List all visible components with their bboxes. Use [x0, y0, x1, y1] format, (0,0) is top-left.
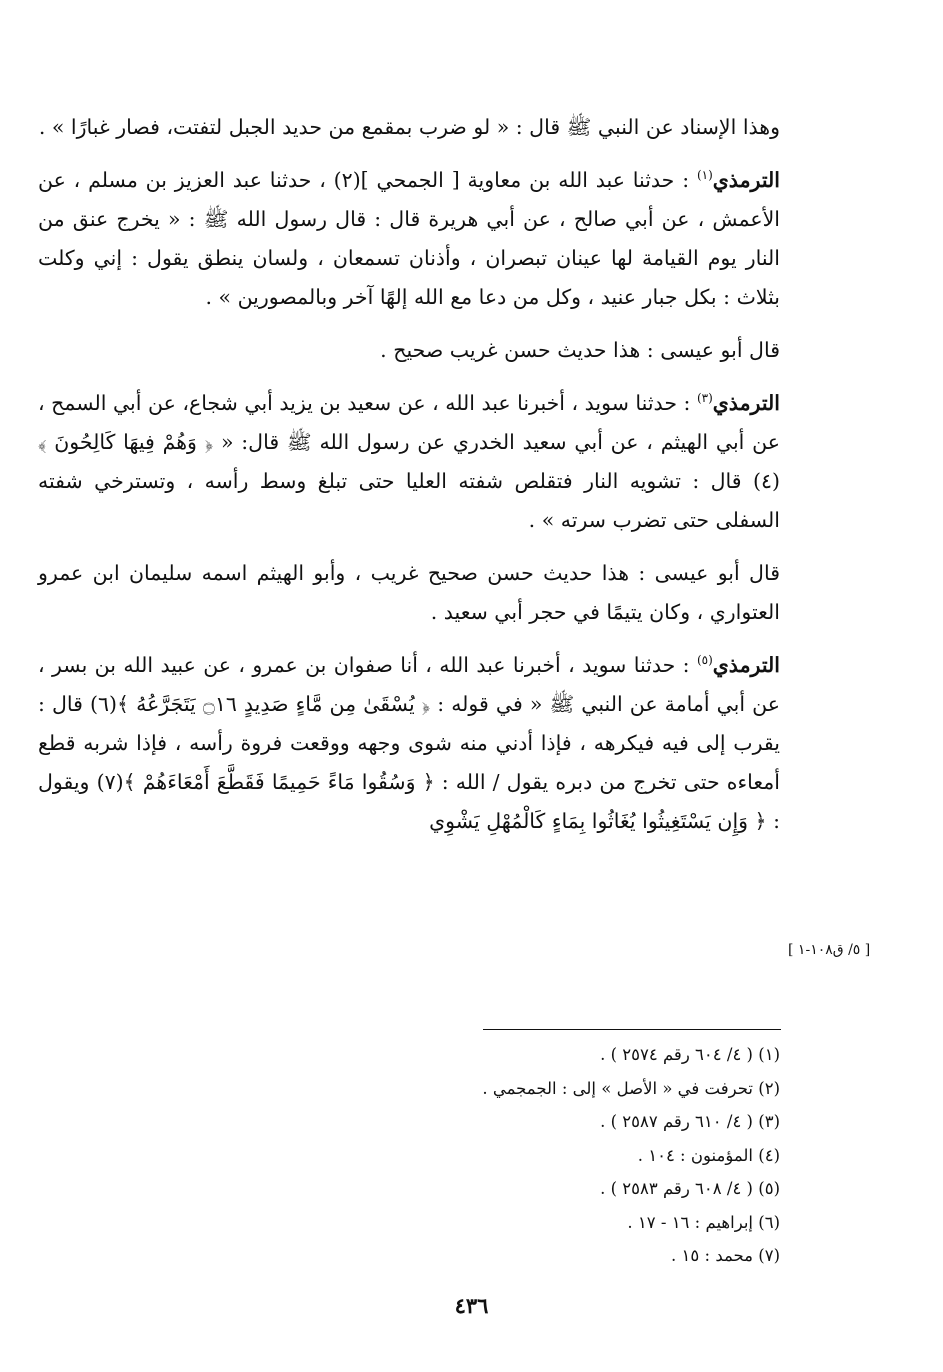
footnote-marker: (٥) [696, 653, 713, 668]
paragraph-text: : حدثنا عبد الله بن معاوية [ الجمحي ](٢) ، حدثنا عبد العزيز بن مسلم ، عن الأعمش ، عن أبي صالح ، عن أبي هريرة قال : قال رسول الله ﷺ : « يخرج عنق من النار يوم القيامة لها عينان تبصران ، وأذنان تسمعان ، ولسان ينطق يقول : إني وكلت بثلاث : بكل جبار عنيد ، وكل من دعا مع الله إلهًا آخر وبالمصورين » . [38, 168, 780, 309]
paragraph-text: قال أبو عيسى : هذا حديث حسن غريب صحيح . [380, 338, 780, 362]
paragraph-text: : حدثنا سويد ، أخبرنا عبد الله ، أنا صفوان بن عمرو ، عن عبيد الله بن بسر ، عن أبي أمامة عن النبي ﷺ « في قوله : ﴿ يُسْقَىٰ مِن مَّاءٍ صَدِيدٍ ۝١٦ يَتَجَرَّعُهُ ﴾(٦) قال : يقرب إلى فيه فيكرهه ، فإذا أدني منه شوى وجهه ووقعت فروة رأسه ، فإذا شربه قطع أمعاءه حتى تخرج من دبره يقول / الله : ﴿ وَسُقُوا مَاءً حَمِيمًا فَقَطَّعَ أَمْعَاءَهُمْ ﴾(٧) ويقول : ﴿ وَإِن يَسْتَغِيثُوا يُغَاثُوا بِمَاءٍ كَالْمُهْلِ يَشْوِي [38, 653, 780, 833]
paragraph-abu-isa-2 [38, 554, 780, 632]
footnote-item: (٣) ( ٤/ ٦١٠ رقم ٢٥٨٧ ) . [600, 1112, 780, 1131]
paragraph-tirmidhi-3 [38, 646, 780, 841]
paragraph-text: قال أبو عيسى : هذا حديث حسن صحيح غريب ، وأبو الهيثم اسمه سليمان ابن عمرو العتواري ، وكان يتيمًا في حجر أبي سعيد . [38, 561, 780, 624]
footnote-item: (٢) تحرفت في « الأصل » إلى : الجمجمي . [482, 1078, 780, 1098]
footnote-divider [483, 1029, 781, 1030]
source-heading: الترمذي [712, 653, 780, 677]
paragraph-text: وهذا الإسناد عن النبي ﷺ قال : « لو ضرب بمقمع من حديد الجبل لتفتت، فصار غبارًا » . [38, 115, 780, 139]
footnote-marker: (١) [696, 168, 713, 183]
source-heading: الترمذي [712, 391, 780, 415]
paragraph-text: : حدثنا سويد ، أخبرنا عبد الله ، عن سعيد بن يزيد أبي شجاع، عن أبي السمح ، عن أبي الهيثم ، عن أبي سعيد الخدري عن رسول الله ﷺ قال: « ﴿ وَهُمْ فِيهَا كَالِحُونَ ﴾(٤) قال : تشويه النار فتقلص شفته العليا حتى تبلغ وسط رأسه ، وتسترخي شفته السفلى حتى تضرب سرته » . [38, 391, 780, 532]
main-text [38, 108, 780, 855]
paragraph-tirmidhi-2 [38, 384, 780, 540]
footnote-marker: (٣) [696, 391, 713, 406]
page-number: ٤٣٦ [454, 1293, 489, 1318]
source-heading: الترمذي [712, 168, 780, 192]
paragraph-abu-isa-1 [38, 331, 780, 370]
footnotes [380, 1038, 780, 1273]
footnote-item: (٤) المؤمنون : ١٠٤ . [637, 1145, 780, 1165]
paragraph-tirmidhi-1 [38, 161, 780, 317]
footnote-item: (٧) محمد : ١٥ . [671, 1246, 780, 1265]
footnote-item: (٥) ( ٤/ ٦٠٨ رقم ٢٥٨٣ ) . [600, 1179, 780, 1198]
paragraph-isnad [38, 108, 780, 147]
manuscript-folio-note: [ ٥/ ق١٠٨-١ ] [788, 942, 871, 958]
footnote-item: (١) ( ٤/ ٦٠٤ رقم ٢٥٧٤ ) . [600, 1045, 780, 1064]
footnote-item: (٦) إبراهيم : ١٦ - ١٧ . [627, 1212, 780, 1232]
